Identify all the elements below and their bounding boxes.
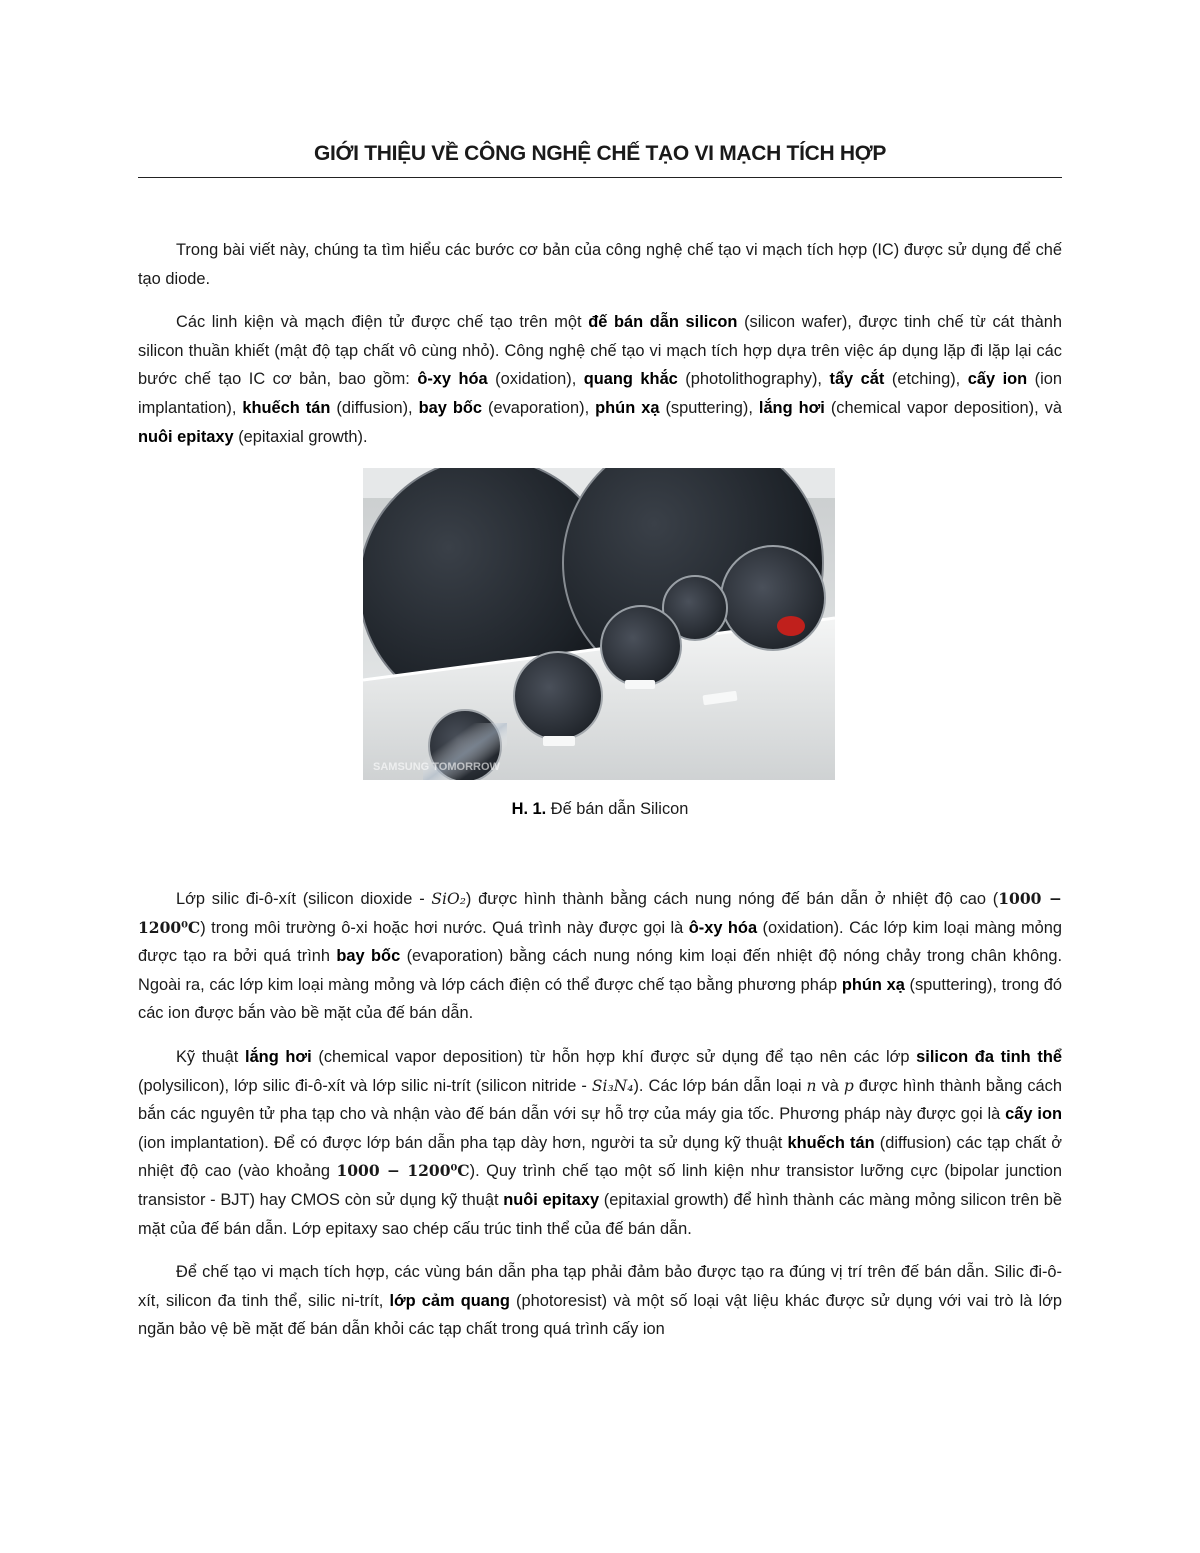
term-ion-implantation: cấy ion <box>967 370 1028 389</box>
text: Lớp silic đi-ô-xít (silicon dioxide - <box>176 890 432 908</box>
formula-sio2: SiO₂ <box>431 890 466 908</box>
text: và <box>816 1076 844 1095</box>
text: (photolithography), <box>677 370 830 389</box>
text: (polysilicon), lớp silic đi-ô-xít và lớp silic ni-trít (silicon nitride - <box>138 1076 592 1095</box>
term-photolithography: quang khắc <box>583 370 678 389</box>
text: (evaporation) bằng cách nung nóng kim loại đến nhiệt độ nóng chảy trong chân không. Ngoài ra, các lớp kim loại màng mỏng và lớp cách điện có thể được chế tạo bằng phương pháp <box>138 947 1062 994</box>
paragraph-masking <box>138 1258 1062 1344</box>
term-wafer: đế bán dẫn silicon <box>588 313 738 332</box>
term-oxidation: ô-xy hóa <box>688 918 758 937</box>
text: (sputtering), <box>659 398 759 417</box>
term-polysilicon: silicon đa tinh thể <box>916 1047 1062 1066</box>
text: (epitaxial growth) để hình thành các màng mỏng silicon trên bề mặt của đế bán dẫn. Lớp epitaxy sao chép cấu trúc tinh thể của đế bán dẫn. <box>138 1190 1062 1238</box>
symbol-p: p <box>843 1076 854 1095</box>
term-ion-implantation: cấy ion <box>1005 1105 1062 1124</box>
term-evaporation: bay bốc <box>336 947 401 966</box>
text: (oxidation). Các lớp kim loại màng mỏng được tạo ra bởi quá trình <box>138 918 1063 966</box>
formula-temperature: 1000 − 1200⁰C <box>138 889 1062 937</box>
formula-si3n4: Si₃N₄ <box>591 1076 634 1095</box>
formula-temperature: 1000 − 1200⁰C <box>336 1161 470 1181</box>
term-etching: tẩy cắt <box>829 370 885 389</box>
text: ) được hình thành bằng cách nung nóng đế bán dẫn ở nhiệt độ cao ( <box>465 890 999 908</box>
paragraph-deposition <box>138 1043 1062 1243</box>
text: (sputtering), trong đó các ion được bắn vào bề mặt của đế bán dẫn. <box>138 975 1062 1023</box>
text: Để chế tạo vi mạch tích hợp, các vùng bán dẫn pha tạp phải đảm bảo được tạo ra đúng vị trí trên đế bán dẫn. Silic đi-ô-xít, silicon đa tinh thể, silic ni-trít, <box>138 1263 1062 1310</box>
text: (oxidation), <box>487 370 584 389</box>
text: Kỹ thuật <box>176 1047 246 1066</box>
text: ). Quy trình chế tạo một số linh kiện như transistor lưỡng cực (bipolar junction transistor - BJT) hay CMOS còn sử dụng kỹ thuật <box>138 1162 1062 1209</box>
text: được hình thành bằng cách bắn các nguyên tử pha tạp cho và nhận vào đế bán dẫn với sự hỗ trợ của máy gia tốc. Phương pháp này được gọi là <box>138 1076 1062 1124</box>
term-diffusion: khuếch tán <box>242 398 331 417</box>
paragraph-intro: Trong bài viết này, chúng ta tìm hiểu các bước cơ bản của công nghệ chế tạo vi mạch tích hợp (IC) được sử dụng để chế tạo diode. <box>138 241 1062 288</box>
term-evaporation: bay bốc <box>418 398 483 417</box>
text: (chemical vapor deposition) từ hỗn hợp khí được sử dụng để tạo nên các lớp <box>311 1047 917 1066</box>
symbol-n: n <box>806 1076 817 1095</box>
text: Các linh kiện và mạch điện tử được chế tạo trên một <box>176 313 589 332</box>
term-diffusion: khuếch tán <box>787 1133 875 1152</box>
paragraph-fabrication-steps <box>138 308 1062 451</box>
wafer-illustration <box>363 468 835 780</box>
text: (silicon wafer), được tinh chế từ cát thành silicon thuần khiết (mật độ tạp chất vô cùng nhỏ). Công nghệ chế tạo vi mạch tích hợp dựa trên việc áp dụng lặp đi lặp lại các bước chế tạo IC cơ bản, bao gồm: <box>138 313 1062 389</box>
text: (diffusion) các tạp chất ở nhiệt độ cao (vào khoảng <box>138 1133 1062 1181</box>
caption-text: Đế bán dẫn Silicon <box>546 800 689 818</box>
term-epitaxy: nuôi epitaxy <box>503 1190 600 1209</box>
term-cvd: lắng hơi <box>245 1047 312 1066</box>
caption-label: H. 1. <box>511 800 547 818</box>
main-section <box>138 885 1062 1359</box>
photo-watermark: SAMSUNG TOMORROW <box>373 761 500 773</box>
text: (ion implantation), <box>138 370 1062 417</box>
intro-section <box>138 236 1062 466</box>
term-epitaxy: nuôi epitaxy <box>138 427 234 446</box>
term-photoresist: lớp cảm quang <box>389 1291 510 1310</box>
text: (diffusion), <box>330 398 419 417</box>
text: (ion implantation). Để có được lớp bán dẫn pha tạp dày hơn, người ta sử dụng kỹ thuật <box>138 1133 788 1152</box>
text: (epitaxial growth). <box>233 427 368 446</box>
paragraph-oxidation <box>138 885 1062 1028</box>
term-oxidation: ô-xy hóa <box>417 370 488 389</box>
text: (chemical vapor deposition), và <box>824 398 1062 417</box>
figure-caption <box>138 800 1062 819</box>
text: (evaporation), <box>482 398 596 417</box>
term-sputtering: phún xạ <box>595 398 660 417</box>
wafer-photo <box>363 468 835 780</box>
text: (photoresist) và một số loại vật liệu khác được sử dụng với vai trò là lớp ngăn bảo vệ bề mặt đế bán dẫn khỏi các tạp chất trong quá trình cấy ion <box>138 1291 1063 1339</box>
page-title: GIỚI THIỆU VỀ CÔNG NGHỆ CHẾ TẠO VI MẠCH TÍCH HỢP <box>313 142 887 165</box>
term-cvd: lắng hơi <box>758 398 825 417</box>
text: (etching), <box>884 370 968 389</box>
text: ). Các lớp bán dẫn loại <box>633 1076 807 1095</box>
title-underline <box>138 177 1062 178</box>
term-sputtering: phún xạ <box>841 975 905 994</box>
text: ) trong môi trường ô-xi hoặc hơi nước. Quá trình này được gọi là <box>200 918 689 937</box>
